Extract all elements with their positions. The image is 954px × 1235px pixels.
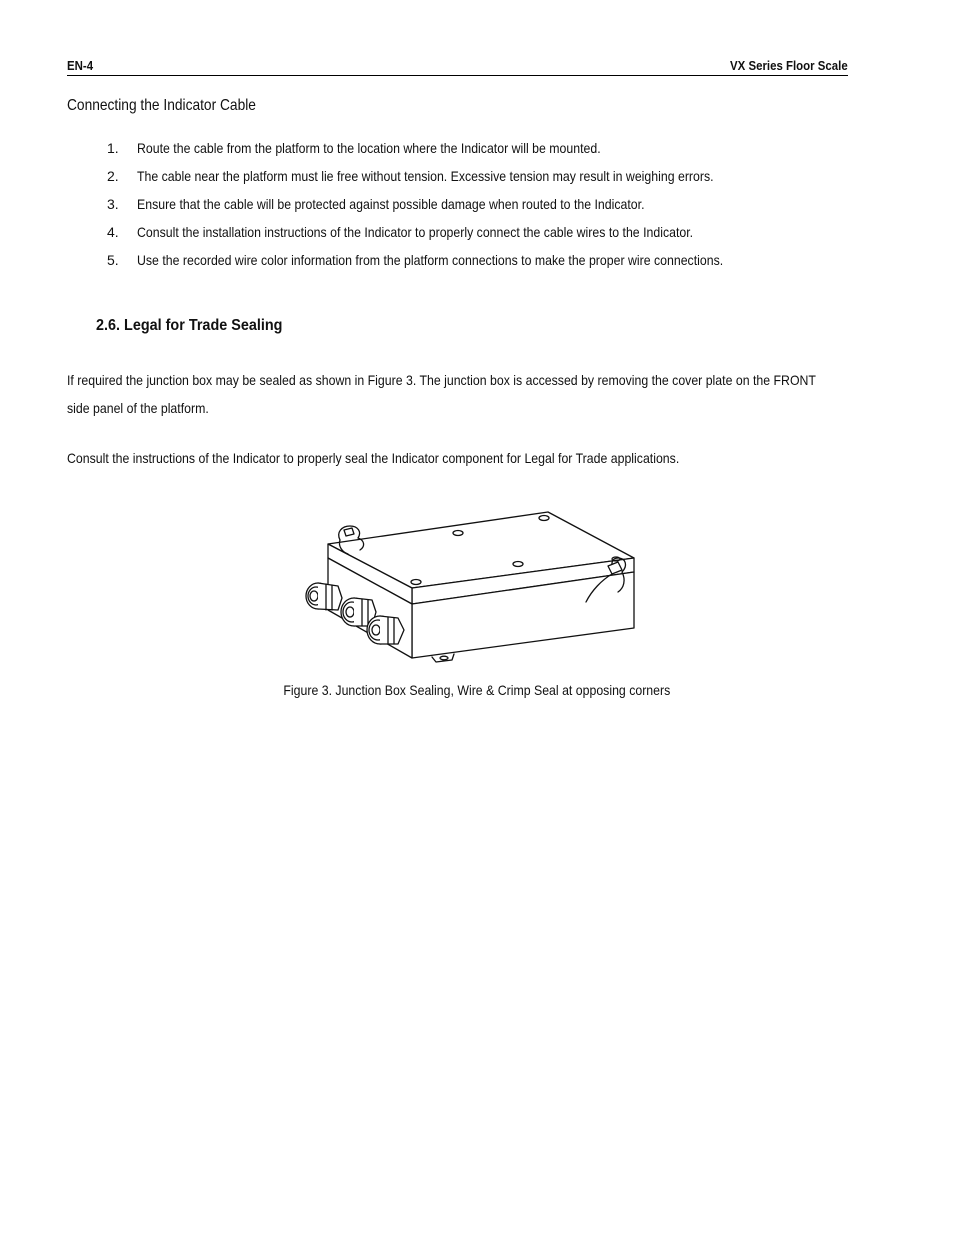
- junction-box-illustration: [296, 506, 646, 666]
- page-number: EN-4: [67, 58, 94, 73]
- step-number: 3.: [107, 196, 119, 212]
- page-header: [67, 57, 848, 76]
- step-text: Ensure that the cable will be protected against possible damage when routed to the Indicator.: [137, 196, 645, 212]
- list-item: [107, 192, 803, 220]
- step-text: The cable near the platform must lie free without tension. Excessive tension may result in weighing errors.: [137, 168, 714, 184]
- figure-caption-text: Figure 3. Junction Box Sealing, Wire & Crimp Seal at opposing corners: [283, 682, 671, 698]
- list-item: [107, 164, 803, 192]
- list-item: [107, 248, 803, 276]
- step-text: Use the recorded wire color information from the platform connections to make the proper wire connections.: [137, 252, 724, 268]
- junction-box-figure: [296, 506, 646, 666]
- document-title: VX Series Floor Scale: [730, 58, 848, 73]
- figure-caption: [0, 679, 954, 701]
- step-text: Route the cable from the platform to the location where the Indicator will be mounted.: [137, 140, 601, 156]
- legal-for-trade-heading: 2.6. Legal for Trade Sealing: [96, 317, 283, 334]
- step-number: 5.: [107, 252, 119, 268]
- cable-steps-list: [107, 136, 803, 276]
- step-number: 1.: [107, 140, 119, 156]
- sealing-paragraph-access: If required the junction box may be sealed as shown in Figure 3. The junction box is accessed by removing the cover plate on the FRONT side panel of the platform.: [67, 372, 816, 416]
- list-item: [107, 220, 803, 248]
- step-text: Consult the installation instructions of the Indicator to properly connect the cable wires to the Indicator.: [137, 224, 694, 240]
- connecting-cable-heading: Connecting the Indicator Cable: [67, 97, 256, 114]
- step-number: 4.: [107, 224, 119, 240]
- step-number: 2.: [107, 168, 119, 184]
- sealing-paragraph-instructions: Consult the instructions of the Indicator to properly seal the Indicator component for Legal for Trade applications.: [67, 450, 680, 466]
- list-item: [107, 136, 803, 164]
